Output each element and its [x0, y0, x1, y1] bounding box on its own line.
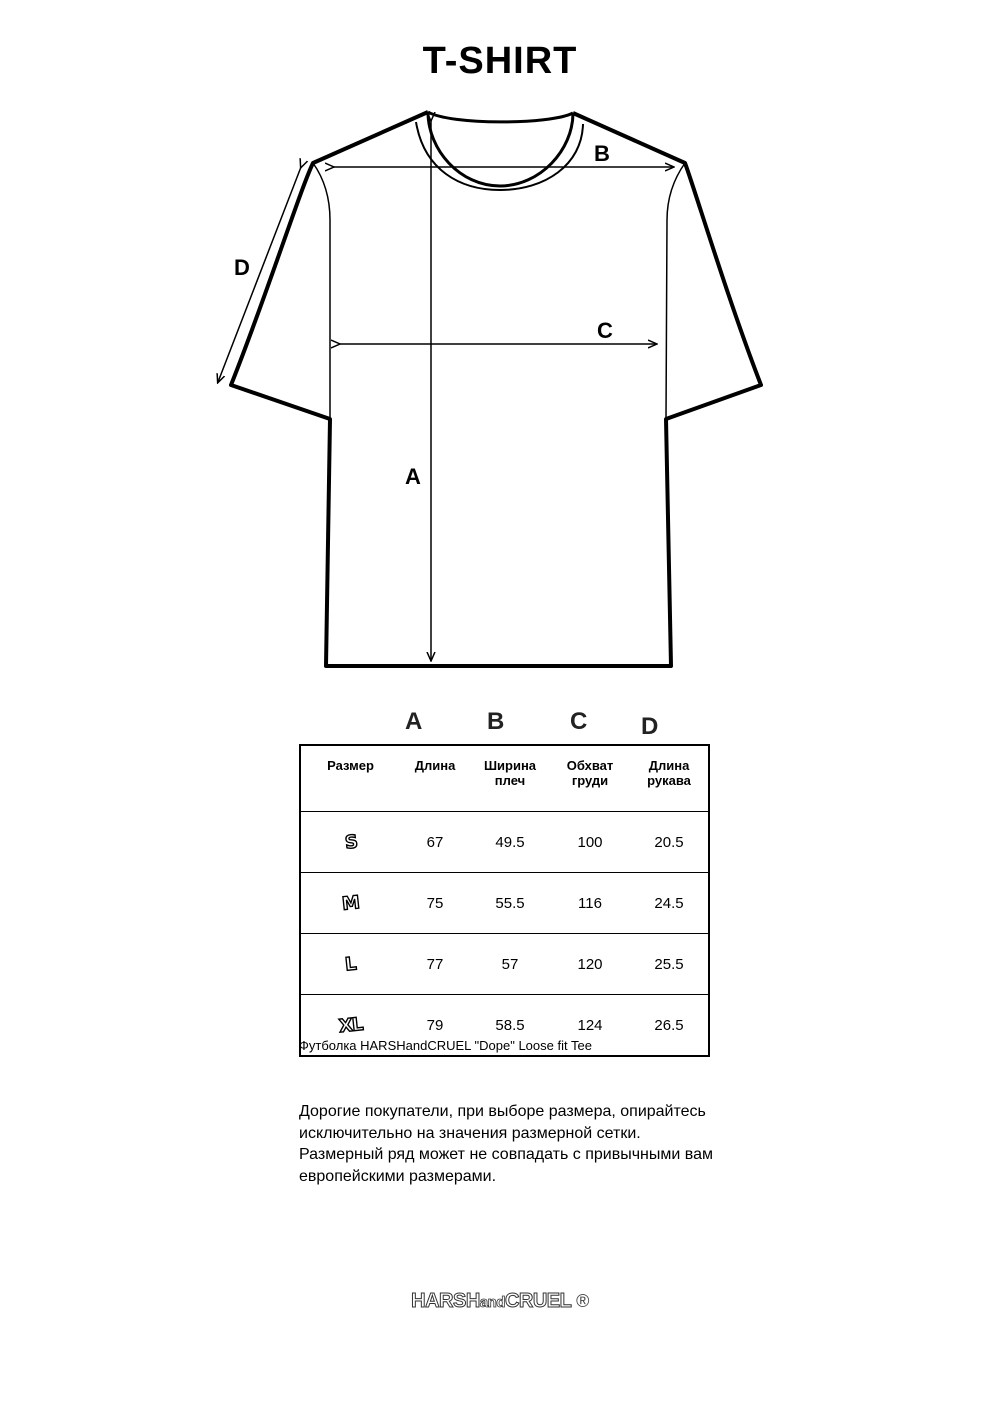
value-b: 58.5	[470, 995, 550, 1057]
size-cell: L	[300, 934, 400, 995]
value-a: 77	[400, 934, 470, 995]
size-cell: M	[300, 873, 400, 934]
column-letter-d: D	[641, 713, 659, 740]
tshirt-shoulder-seam-left	[313, 163, 330, 419]
table-header-row	[300, 745, 709, 812]
value-a: 75	[400, 873, 470, 934]
value-d: 24.5	[630, 873, 709, 934]
brand-logo: HARSHandCRUEL ®	[411, 1290, 589, 1312]
header-length: Длина	[414, 758, 456, 773]
column-letter-a: A	[405, 708, 423, 735]
tshirt-measurement-diagram	[0, 0, 1000, 700]
value-c: 100	[550, 812, 630, 873]
value-c: 120	[550, 934, 630, 995]
sizing-notice	[299, 1101, 769, 1187]
tshirt-collar-outer	[428, 112, 573, 122]
table-row	[300, 934, 709, 995]
label-d: D	[234, 255, 250, 280]
size-chart-table	[299, 744, 710, 1057]
label-c: C	[597, 318, 613, 343]
value-d: 25.5	[630, 934, 709, 995]
column-letter-c: C	[570, 708, 588, 735]
tshirt-outline	[231, 112, 761, 666]
value-b: 49.5	[470, 812, 550, 873]
value-d: 20.5	[630, 812, 709, 873]
notice-line: европейскими размерами.	[299, 1167, 497, 1185]
value-a: 67	[400, 812, 470, 873]
column-letter-b: B	[487, 708, 505, 735]
header-sleeve-length: Длина рукава	[647, 758, 691, 788]
size-cell: S	[300, 812, 400, 873]
value-c: 124	[550, 995, 630, 1057]
tshirt-shoulder-seam-right	[666, 163, 685, 419]
value-d: 26.5	[630, 995, 709, 1057]
header-chest: Обхват груди	[566, 758, 614, 788]
product-caption: Футболка HARSHandCRUEL "Dope" Loose fit Tee	[299, 1038, 592, 1053]
size-cell: XL	[300, 995, 400, 1057]
table-row	[300, 873, 709, 934]
measure-arrow-d	[218, 167, 301, 382]
value-c: 116	[550, 873, 630, 934]
notice-line: Размерный ряд может не совпадать с привычными вам	[299, 1146, 713, 1163]
label-b: B	[594, 141, 610, 166]
notice-line: исключительно на значения размерной сетки.	[299, 1124, 641, 1142]
value-a: 79	[400, 995, 470, 1057]
page-title: T-SHIRT	[422, 40, 578, 82]
label-a: A	[405, 464, 421, 489]
header-shoulder-width: Ширина плеч	[483, 758, 537, 788]
value-b: 55.5	[470, 873, 550, 934]
notice-line: Дорогие покупатели, при выборе размера, опирайтесь	[299, 1103, 706, 1120]
value-b: 57	[470, 934, 550, 995]
header-size: Размер	[327, 758, 374, 773]
table-row	[300, 812, 709, 873]
